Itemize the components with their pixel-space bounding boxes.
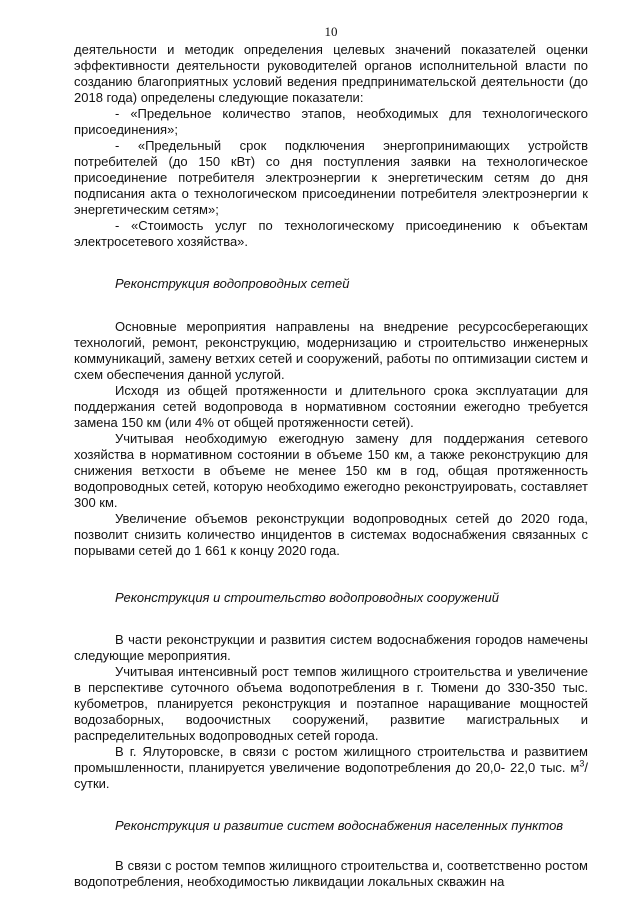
networks-paragraph-2: Исходя из общей протяженности и длительного срока эксплуатации для поддержания сетей водопровода в нормативном состоянии ежегодно требуется замена 150 км (или 4% от общей протяженности сетей).: [74, 383, 588, 430]
section-heading-facilities: Реконструкция и строительство водопроводных сооружений: [115, 590, 499, 605]
intro-bullet-3: - «Стоимость услуг по технологическому присоединению к объектам электросетевого хозяйства».: [74, 218, 588, 249]
facilities-paragraph-3-end: /сутки.: [74, 760, 588, 791]
spacer: [74, 834, 588, 858]
settlements-paragraph-1: В связи с ростом темпов жилищного строительства и, соответственно ростом водопотребления, необходимостью ликвидации локальных скважин на: [74, 858, 588, 889]
document-page: [74, 24, 588, 890]
intro-paragraph: деятельности и методик определения целевых значений показателей оценки эффективности деятельности руководителей органов исполнительной власти по созданию благоприятных условий ведения предпринимательской деятельности (до 2018 года) определены следующие показатели:: [74, 42, 588, 105]
networks-paragraph-3: Учитывая необходимую ежегодную замену для поддержания сетевого хозяйства в нормативном состоянии в объеме 150 км, а также реконструкцию для снижения ветхости в объеме не менее 150 км в год, общая протяженность водопроводных сетей, которую необходимо ежегодно реконструировать, составляет 300 км.: [74, 431, 588, 510]
page-number: 10: [324, 24, 338, 39]
spacer: [74, 559, 588, 590]
spacer: [74, 292, 588, 319]
intro-bullet-2: - «Предельный срок подключения энергопринимающих устройств потребителей (до 150 кВт) со дня поступления заявки на технологическое присоединение потребителя электроэнергии к энергетическим сетям до дня подписания акта о технологическом присоединении потребителя электроэнергии к энергетическим сетям»;: [74, 138, 588, 217]
spacer: [74, 606, 588, 632]
facilities-paragraph-3-text: В г. Ялуторовске, в связи с ростом жилищного строительства и развитием промышленности, планируется увеличение водопотребления до 20,0- 22,0 тыс. м: [74, 744, 588, 775]
spacer: [74, 250, 588, 276]
superscript-3: 3: [579, 758, 585, 769]
networks-paragraph-1: Основные мероприятия направлены на внедрение ресурсосберегающих технологий, ремонт, реконструкцию, модернизацию и строительство инженерных коммуникаций, замену ветхих сетей и сооружений, работы по оптимизации систем и схем обеспечения данной услугой.: [74, 319, 588, 382]
facilities-paragraph-1: В части реконструкции и развития систем водоснабжения городов намечены следующие мероприятия.: [74, 632, 588, 663]
section-heading-networks: Реконструкция водопроводных сетей: [115, 276, 350, 291]
intro-bullet-1: - «Предельное количество этапов, необходимых для технологического присоединения»;: [74, 106, 588, 137]
facilities-paragraph-2: Учитывая интенсивный рост темпов жилищного строительства и увеличение в перспективе суточного объема водопотребления в г. Тюмени до 330-350 тыс. кубометров, планируется реконструкция и поэтапное наращивание мощностей водозаборных, водоочистных сооружений, развитие магистральных и распределительных водопроводных сетей города.: [74, 664, 588, 743]
spacer: [74, 792, 588, 818]
facilities-paragraph-3: [74, 744, 588, 792]
section-heading-settlements: Реконструкция и развитие систем водоснабжения населенных пунктов: [115, 818, 564, 833]
networks-paragraph-4: Увеличение объемов реконструкции водопроводных сетей до 2020 года, позволит снизить количество инцидентов в системах водоснабжения связанных с порывами сетей до 1 661 к концу 2020 года.: [74, 511, 588, 558]
